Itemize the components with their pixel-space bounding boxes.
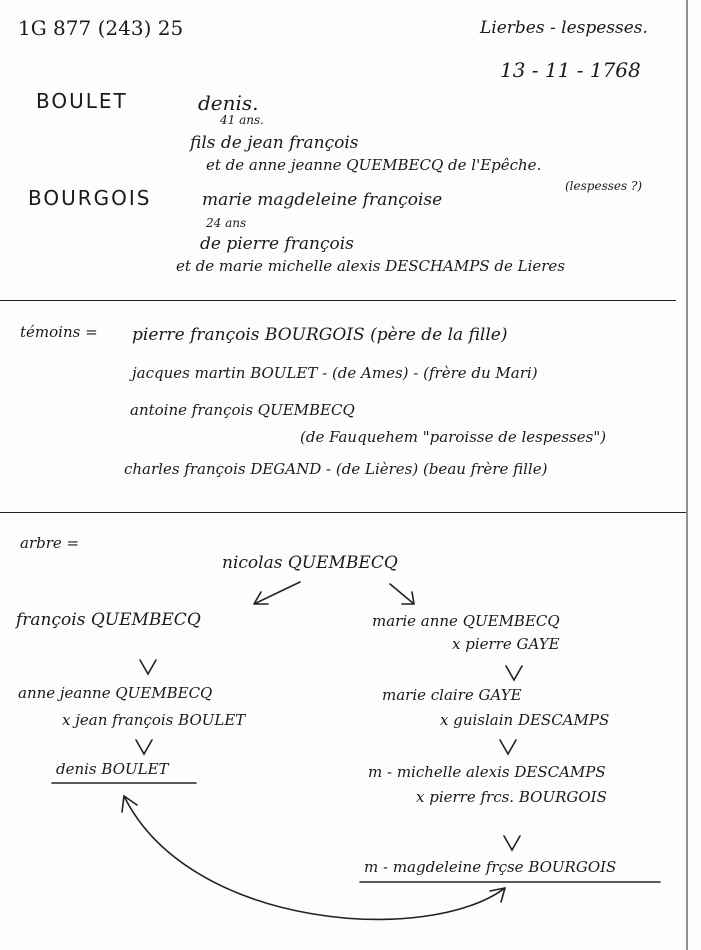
bride-father: de pierre françois — [200, 234, 354, 254]
bride-age: 24 ans — [206, 216, 247, 230]
witness-entry: (de Fauquehem "paroisse de lespesses") — [300, 428, 607, 446]
tree-left-node: anne jeanne QUEMBECQ — [18, 684, 213, 702]
arrow-root-right — [390, 584, 414, 604]
tree-right-node: x pierre GAYE — [452, 635, 560, 653]
relation-curve-head-top — [122, 796, 137, 812]
tree-label: arbre = — [20, 534, 80, 552]
tree-right-node: marie anne QUEMBECQ — [372, 612, 560, 630]
tree-right-node: m - michelle alexis DESCAMPS — [368, 763, 606, 781]
tree-left-node: françois QUEMBECQ — [16, 610, 201, 630]
relation-curve-head-bottom — [490, 888, 505, 902]
tree-right-node: marie claire GAYE — [382, 686, 522, 704]
bride-mother: et de marie michelle alexis DESCHAMPS de Lieres — [176, 257, 566, 275]
arrow-right-2 — [500, 740, 516, 754]
witness-entry: charles françois DEGAND - (de Lières) (beau frère fille) — [124, 460, 548, 478]
arrow-left-1 — [140, 660, 156, 674]
section-divider — [0, 512, 686, 513]
record-date: 13 - 11 - 1768 — [500, 58, 641, 82]
groom-surname: BOULET — [36, 89, 128, 113]
arrow-root-left — [254, 582, 300, 604]
groom-mother: et de anne jeanne QUEMBECQ de l'Epêche. — [206, 156, 542, 174]
archive-reference: 1G 877 (243) 25 — [18, 16, 184, 40]
groom-given-name: denis. — [198, 91, 259, 115]
groom-age: 41 ans. — [220, 113, 264, 127]
groom-father: fils de jean françois — [190, 133, 359, 153]
tree-left-node: x jean françois BOULET — [62, 711, 246, 729]
place-name: Lierbes - lespesses. — [480, 18, 648, 38]
bride-surname: BOURGOIS — [28, 186, 152, 210]
witness-entry: jacques martin BOULET - (de Ames) - (frère du Mari) — [132, 364, 538, 382]
arrow-right-3 — [504, 836, 520, 850]
tree-left-node: denis BOULET — [56, 760, 169, 778]
tree-right-node: m - magdeleine frçse BOURGOIS — [364, 858, 617, 876]
page-edge — [686, 0, 688, 950]
tree-root: nicolas QUEMBECQ — [222, 553, 398, 573]
tree-right-node: x guislain DESCAMPS — [440, 711, 610, 729]
witnesses-label: témoins = — [20, 323, 98, 341]
bride-given-name: marie magdeleine françoise — [202, 190, 443, 210]
arrow-left-2 — [136, 740, 152, 754]
witness-entry: pierre françois BOURGOIS (père de la fille) — [132, 325, 508, 345]
tree-right-node: x pierre frcs. BOURGOIS — [416, 788, 607, 806]
groom-note: (lespesses ?) — [565, 179, 643, 193]
witness-entry: antoine françois QUEMBECQ — [130, 401, 355, 419]
section-divider — [0, 300, 676, 301]
arrow-right-1 — [506, 666, 522, 680]
